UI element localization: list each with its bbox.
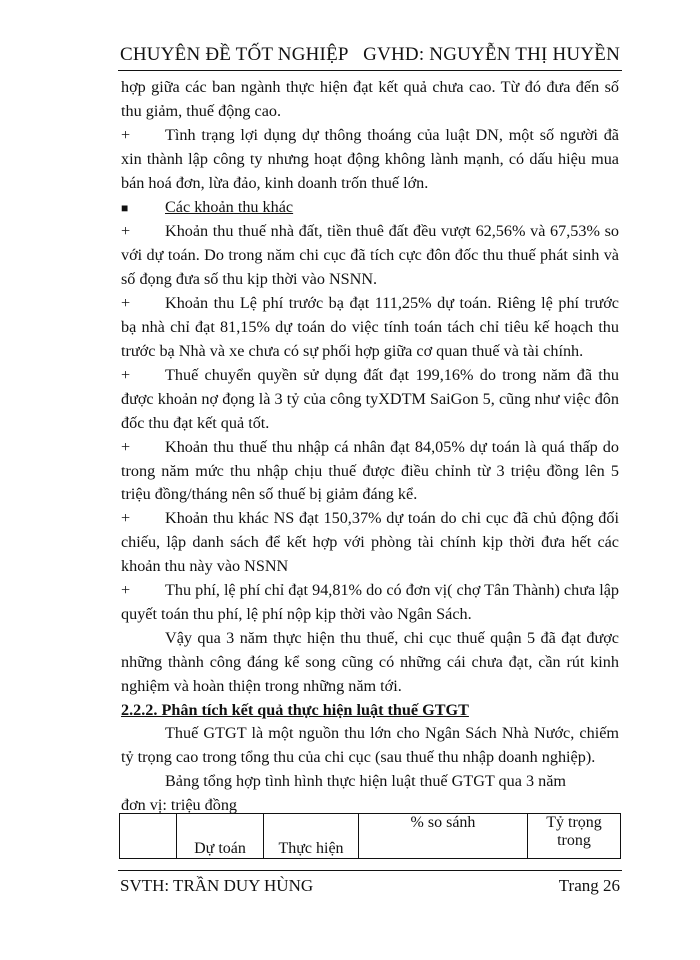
subheading-text: Các khoản thu khác (165, 197, 294, 216)
paragraph-text: Khoản thu thuế thu nhập cá nhân đạt 84,05% dự toán là quá thấp do trong năm mức thu nhập chịu thuế được điều chỉnh từ 3 triệu đồng lên 5 triệu đồng/tháng nên số thuế bị giảm đáng kể. (121, 437, 619, 504)
bullet-paragraph (121, 292, 619, 364)
paragraph-text: Tình trạng lợi dụng dự thông thoáng của luật DN, một số người đã xin thành lập công ty nhưng hoạt động không lành mạnh, có dấu hiệu mua bán hoá đơn, lừa đảo, kinh doanh trốn thuế lớn. (121, 125, 619, 192)
paragraph: hợp giữa các ban ngành thực hiện đạt kết quả chưa cao. Từ đó đưa đến số thu giảm, thuế động cao. (121, 78, 619, 120)
plus-bullet: + (121, 294, 131, 313)
bullet-paragraph (121, 436, 619, 508)
page-number: Trang 26 (558, 876, 620, 895)
paragraph-text: Khoản thu khác NS đạt 150,37% dự toán do chi cục đã chủ động đối chiếu, lập danh sách để kết hợp với phòng tài chính kịp thời đưa hết các khoản thu này vào NSNN (121, 509, 619, 576)
table-header-row (120, 814, 621, 859)
paragraph: Thuế GTGT là một nguồn thu lớn cho Ngân Sách Nhà Nước, chiếm tỷ trọng cao trong tổng thu của chi cục (sau thuế thu nhập doanh nghiệp). (121, 724, 619, 767)
paragraph: Vậy qua 3 năm thực hiện thu thuế, chi cục thuế quận 5 đã đạt được những thành công đáng kể song cũng có những cái chưa đạt, cần rút kinh nghiệm và hoàn thiện trong những năm tới. (121, 628, 619, 695)
bullet-paragraph (121, 124, 619, 196)
bullet-paragraph (121, 579, 619, 627)
page-header (120, 44, 620, 68)
plus-bullet: + (121, 365, 131, 384)
footer-author: SVTH: TRẦN DUY HÙNG (120, 876, 314, 895)
bullet-paragraph (121, 507, 619, 579)
paragraph-text: Thuế chuyển quyền sử dụng đất đạt 199,16% do trong năm đã thu được khoản nợ đọng là 3 tỷ của công tyXDTM SaiGon 5, cũng như việc đôn đốc thu đạt kết quả tốt. (121, 365, 619, 432)
table-header-cell (528, 814, 621, 859)
paragraph-text: Khoản thu thuế nhà đất, tiền thuê đất đều vượt 62,56% và 67,53% so với dự toán. Do trong năm chi cục đã tích cực đôn đốc thu thuế phát sinh và số đọng đưa số thu kịp thời vào NSNN. (121, 222, 619, 289)
header-title: CHUYÊN ĐỀ TỐT NGHIỆP (120, 44, 349, 65)
subheading (121, 196, 619, 221)
gtgt-summary-table (119, 813, 621, 859)
bullet-paragraph (121, 364, 619, 436)
square-bullet-icon: ■ (121, 200, 129, 215)
paragraph-text: Thu phí, lệ phí chỉ đạt 94,81% do có đơn vị( chợ Tân Thành) chưa lập quyết toán thu phí, lệ phí nộp kịp thời vào Ngân Sách. (121, 581, 619, 623)
plus-bullet: + (121, 509, 131, 528)
footer-rule (118, 870, 622, 871)
plus-bullet: + (121, 125, 131, 144)
table-header-text: Tỷ trọng (546, 814, 602, 831)
table-header-text: trong (557, 832, 591, 849)
section-heading: 2.2.2. Phân tích kết quả thực hiện luật thuế GTGT (121, 700, 469, 719)
document-body (121, 76, 619, 818)
table-header-cell: Dự toán (177, 814, 264, 859)
table-caption: Bảng tổng hợp tình hình thực hiện luật thuế GTGT qua 3 năm (165, 772, 566, 791)
header-rule (118, 70, 622, 71)
page-footer (120, 876, 620, 896)
unit-label: đơn vị: triệu đồng (121, 796, 238, 815)
table-header-cell: Thực hiện (264, 814, 359, 859)
bullet-paragraph (121, 220, 619, 292)
plus-bullet: + (121, 437, 131, 456)
header-supervisor: GVHD: NGUYỄN THỊ HUYỀN (363, 44, 620, 65)
plus-bullet: + (121, 222, 131, 241)
table-header-cell: % so sánh (359, 814, 528, 859)
plus-bullet: + (121, 581, 131, 600)
table-header-cell (120, 814, 177, 859)
paragraph-text: Khoản thu Lệ phí trước bạ đạt 111,25% dự toán. Riêng lệ phí trước bạ nhà chỉ đạt 81,15% dự toán do việc tính toán tách chỉ tiêu kế hoạch thu trước bạ Nhà và xe chưa có sự phối hợp giữa cơ quan thuế và tài chính. (121, 294, 619, 360)
